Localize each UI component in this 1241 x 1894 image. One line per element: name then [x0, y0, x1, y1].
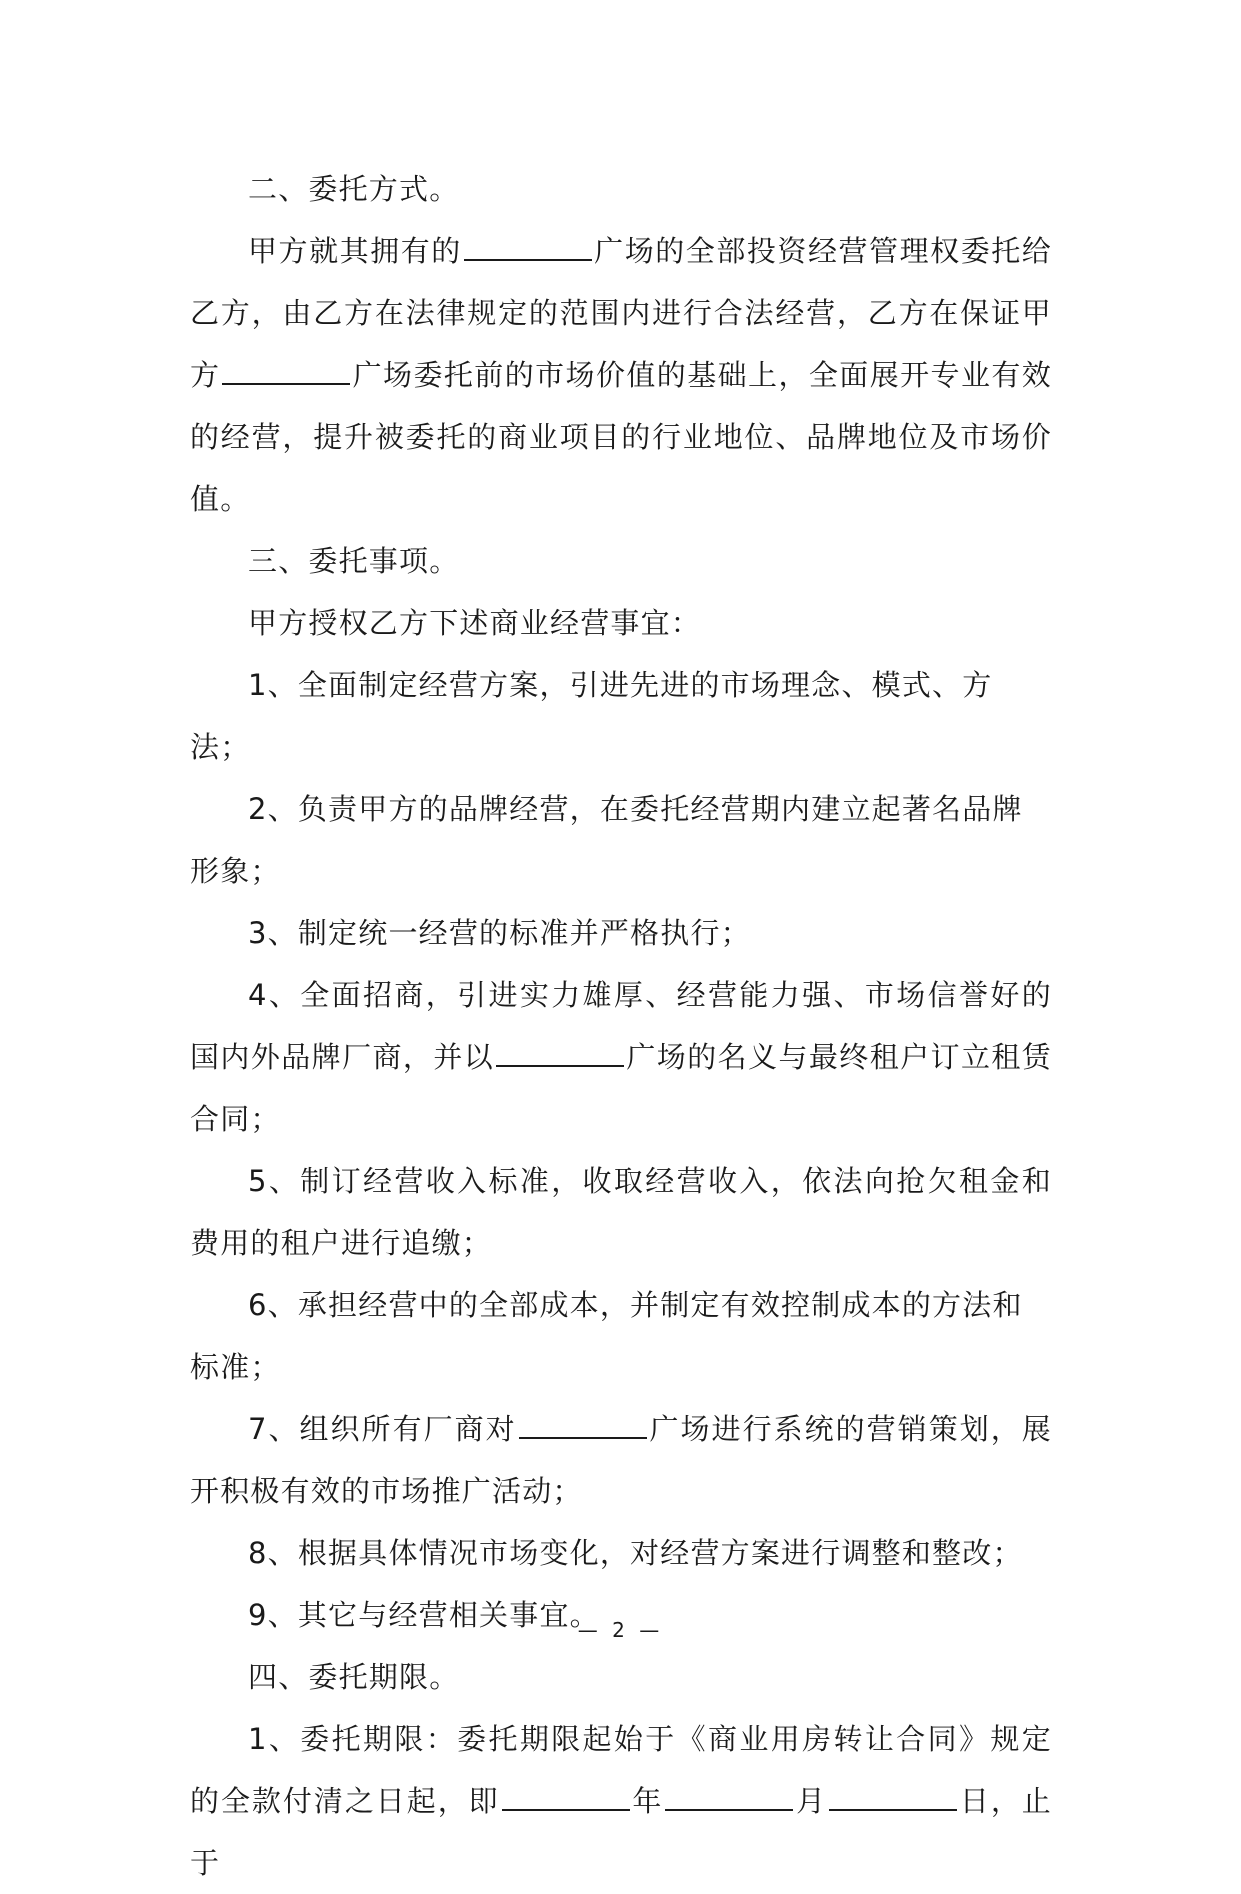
fill-blank: [496, 1064, 624, 1067]
paragraph-text: 8、根据具体情况市场变化，对经营方案进行调整和整改；: [248, 1536, 1023, 1570]
fill-blank-year: [502, 1808, 630, 1811]
paragraph-text: 7、组织所有厂商对: [248, 1412, 517, 1446]
paragraph-term: [190, 1708, 1052, 1894]
paragraph-text: 1、委托期限：委托期限起始于《商业用房转让合同》规定的全款付清之日起，即: [190, 1722, 1052, 1818]
paragraph-text: 甲方就其拥有的: [248, 234, 462, 268]
fill-blank: [519, 1436, 647, 1439]
paragraph-entrust-method: [190, 220, 1052, 530]
paragraph-text: 广场进行系统的营销策划，展开积极有效的市场推广活动；: [190, 1412, 1052, 1508]
paragraph-text: 年: [631, 1784, 664, 1818]
fill-blank-day: [829, 1808, 957, 1811]
list-item-8: [190, 1522, 1052, 1584]
list-item-2: [190, 778, 1052, 902]
list-item-5: [190, 1150, 1052, 1274]
paragraph-text: 二、委托方式。: [248, 172, 460, 206]
paragraph-authorization: [190, 592, 1052, 654]
paragraph-text: 6、承担经营中的全部成本，并制定有效控制成本的方法和标准；: [190, 1288, 1023, 1384]
section-heading-4: [190, 1646, 1052, 1708]
paragraph-text: 4、全面招商，引进实力雄厚、经营能力强、市场信誉好的国内外品牌厂商，并以: [190, 978, 1052, 1074]
fill-blank: [464, 258, 592, 261]
paragraph-text: 三、委托事项。: [248, 544, 460, 578]
paragraph-text: 广场的全部投资经营管理权委托给乙方，由乙方在法律规定的范围内进行合法经营，乙方在保证甲方: [190, 234, 1052, 392]
list-item-7: [190, 1398, 1052, 1522]
paragraph-text: 日，止于: [190, 1784, 1052, 1880]
paragraph-text: 甲方授权乙方下述商业经营事宜：: [248, 606, 702, 640]
page-number: — 2 —: [577, 1618, 664, 1642]
list-item-4: [190, 964, 1052, 1150]
list-item-3: [190, 902, 1052, 964]
paragraph-text: 广场的名义与最终租户订立租赁合同；: [190, 1040, 1052, 1136]
paragraph-text: 月: [795, 1784, 828, 1818]
paragraph-text: 3、制定统一经营的标准并严格执行；: [248, 916, 751, 950]
fill-blank: [222, 382, 350, 385]
section-heading-2: [190, 158, 1052, 220]
section-heading-3: [190, 530, 1052, 592]
paragraph-text: 四、委托期限。: [248, 1660, 460, 1694]
paragraph-text: 广场委托前的市场价值的基础上，全面展开专业有效的经营，提升被委托的商业项目的行业地位、品牌地位及市场价值。: [190, 358, 1052, 516]
fill-blank-month: [665, 1808, 793, 1811]
paragraph-text: 5、制订经营收入标准，收取经营收入，依法向抢欠租金和费用的租户进行追缴；: [190, 1164, 1052, 1260]
list-item-1: [190, 654, 1052, 778]
list-item-6: [190, 1274, 1052, 1398]
paragraph-text: 2、负责甲方的品牌经营，在委托经营期内建立起著名品牌形象；: [190, 792, 1023, 888]
paragraph-text: 9、其它与经营相关事宜。: [248, 1598, 600, 1632]
paragraph-text: 1、全面制定经营方案，引进先进的市场理念、模式、方法；: [190, 668, 993, 764]
